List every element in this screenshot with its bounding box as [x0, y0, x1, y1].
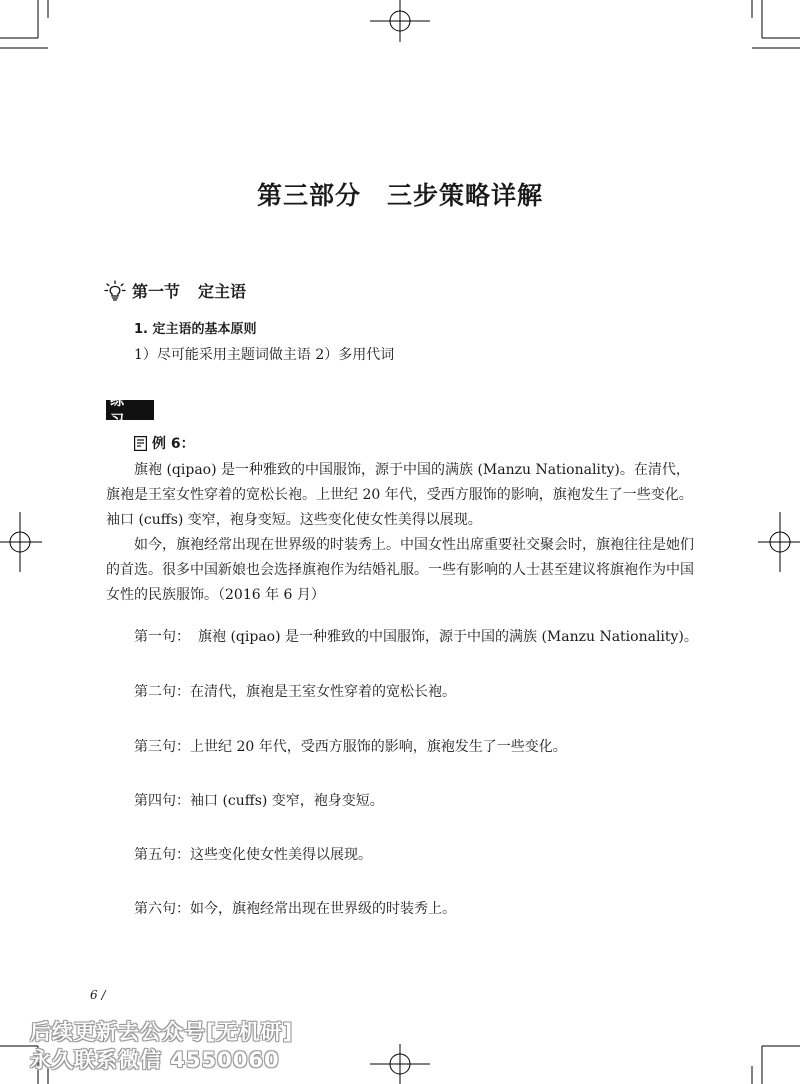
example-heading	[134, 433, 195, 453]
passage-paragraph-2: 如今，旗袍经常出现在世界级的时装秀上。中国女性出席重要社交聚会时，旗袍往往是她们的首选。很多中国新娘也会选择旗袍作为结婚礼服。一些有影响的人士甚至建议将旗袍作为中国女性的民族服饰。（2016 年 6 月）	[106, 537, 694, 603]
sentence-text: 在清代，旗袍是王室女性穿着的宽松长袍。	[190, 684, 456, 700]
registration-mark-right	[758, 512, 800, 572]
section-title: 定主语	[198, 282, 247, 301]
sentence-label: 第一句：	[134, 629, 190, 645]
sentence-4	[134, 790, 384, 810]
sentence-label: 第五句：	[134, 847, 190, 863]
section-heading	[104, 279, 246, 302]
sentence-text: 这些变化使女性美得以展现。	[190, 847, 372, 863]
registration-mark-bottom	[370, 1044, 430, 1084]
document-icon	[134, 436, 147, 451]
watermark-line-1: 后续更新去公众号[无机研]	[30, 1020, 294, 1044]
sentence-5	[134, 844, 372, 864]
registration-mark-top	[370, 0, 430, 42]
source-passage	[106, 458, 694, 608]
sentence-label: 第三句：	[134, 739, 190, 755]
sentence-label: 第六句：	[134, 901, 190, 917]
sentence-6	[134, 898, 456, 918]
sentence-label: 第四句：	[134, 793, 190, 809]
lightbulb-icon	[104, 280, 126, 302]
chapter-title: 第三部分 三步策略详解	[256, 181, 543, 210]
sentence-text: 上世纪 20 年代，受西方服饰的影响，旗袍发生了一些变化。	[190, 739, 567, 755]
practice-label: 练 习	[106, 400, 154, 420]
sentence-text: 旗袍 (qipao) 是一种雅致的中国服饰，源于中国的满族 (Manzu Nationality)。	[198, 629, 698, 645]
sentence-2	[134, 681, 456, 701]
page-number: 6 /	[90, 988, 106, 1002]
subheading: 1. 定主语的基本原则	[134, 322, 257, 337]
sentence-label: 第二句：	[134, 684, 190, 700]
sentence-text: 如今，旗袍经常出现在世界级的时装秀上。	[190, 901, 456, 917]
example-label: 例 6：	[152, 436, 195, 452]
sentence-1	[134, 626, 698, 646]
section-label: 第一节	[132, 282, 181, 301]
watermark-line-2: 永久联系微信 4550060	[30, 1048, 280, 1072]
principles-text: 1）尽可能采用主题词做主语 2）多用代词	[134, 347, 395, 363]
passage-paragraph-1: 旗袍 (qipao) 是一种雅致的中国服饰，源于中国的满族 (Manzu Nationality)。在清代，旗袍是王室女性穿着的宽松长袍。上世纪 20 年代，受西方服饰的影响，旗袍发生了一些变化。袖口 (cuffs) 变窄，袍身变短。这些变化使女性美得以展现。	[106, 462, 693, 528]
registration-mark-left	[0, 512, 42, 572]
sentence-3	[134, 736, 567, 756]
sentence-text: 袖口 (cuffs) 变窄，袍身变短。	[190, 793, 384, 809]
